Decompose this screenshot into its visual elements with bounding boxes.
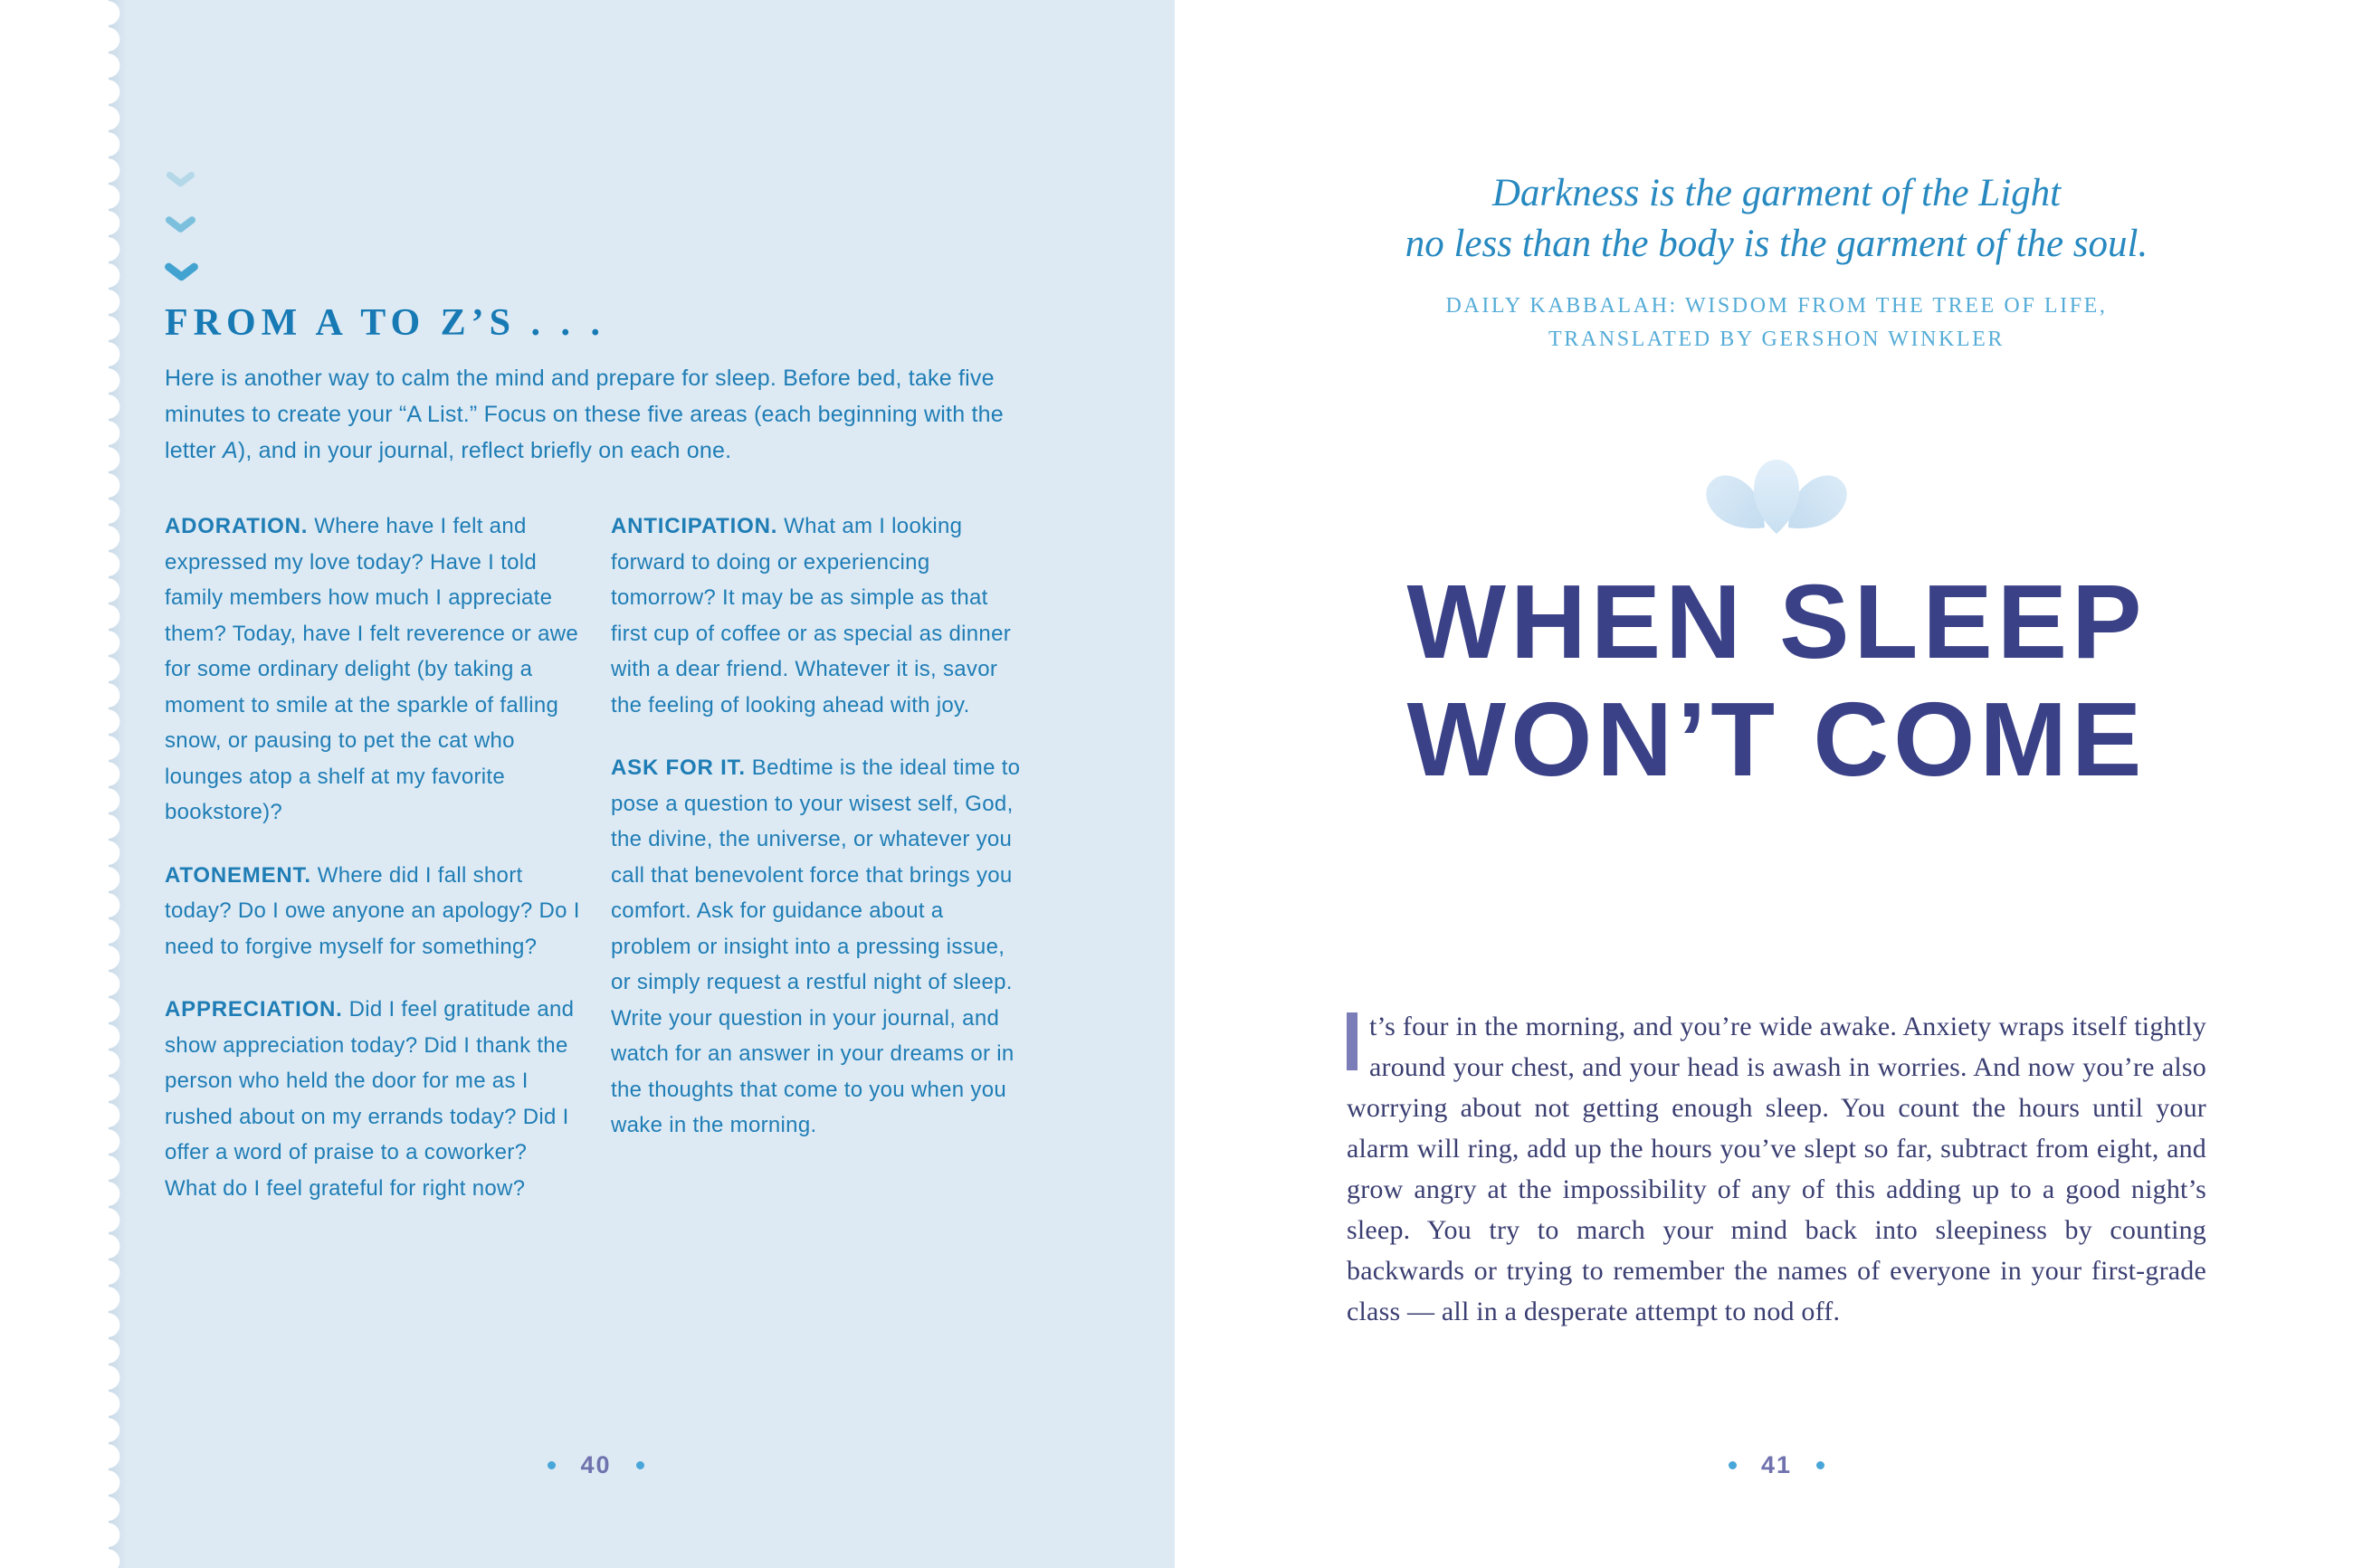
list-term: APPRECIATION. bbox=[165, 997, 343, 1022]
intro-italic-letter: A bbox=[222, 438, 238, 463]
list-item bbox=[165, 992, 581, 1206]
page-number-dot bbox=[1816, 1461, 1824, 1469]
drop-cap-letter-i bbox=[1347, 1012, 1358, 1070]
list-item bbox=[165, 508, 581, 831]
deckle-edge bbox=[0, 0, 109, 1568]
chapter-title-line: WON’T COME bbox=[1406, 680, 2147, 798]
list-term: ASK FOR IT. bbox=[611, 755, 746, 780]
list-term: ATONEMENT. bbox=[165, 862, 311, 888]
intro-text: Here is another way to calm the mind and prepare for sleep. Before bed, take five minutes to create your “A List.” Focus on these five areas (each beginning with the letter bbox=[165, 366, 1004, 463]
intro-paragraph bbox=[165, 360, 1027, 469]
section-heading: FROM A TO Z’S . . . bbox=[165, 302, 606, 344]
list-item bbox=[611, 508, 1027, 723]
chapter-title-line: WHEN SLEEP bbox=[1406, 563, 2147, 680]
intro-text: ), and in your journal, reflect briefly on each one. bbox=[237, 438, 732, 463]
chapter-body-paragraph bbox=[1347, 1006, 2206, 1332]
chapter-title bbox=[1310, 563, 2243, 798]
page-number: 40 bbox=[580, 1451, 612, 1478]
page-number-right bbox=[1347, 1451, 2206, 1479]
left-page bbox=[0, 0, 1175, 1568]
chevron-down-icon bbox=[165, 214, 196, 236]
body-text: t’s four in the morning, and you’re wide awake. Anxiety wraps itself tightly around your chest, and your head is awash in worries. And now you’re also worrying about not getting enough sleep. You count the hours until your alarm will ring, add up the hours you’ve slept so far, subtract from eight, and grow angry at the impossibility of any of this adding up to a good night’s sleep. You try to march your mind back into sleepiness by counting backwards or trying to remember the names of everyone in your first-grade class — all in a desperate attempt to nod off. bbox=[1347, 1012, 2206, 1326]
chevron-down-icon bbox=[166, 170, 195, 190]
list-item bbox=[165, 858, 581, 965]
page-number-dot bbox=[548, 1461, 556, 1469]
list-item bbox=[611, 750, 1027, 1144]
list-term: ANTICIPATION. bbox=[611, 514, 778, 538]
quote-line: no less than the body is the garment of the soul. bbox=[1405, 223, 2148, 265]
list-body: Did I feel gratitude and show appreciation today? Did I thank the person who held the door for me as I rushed about on my errands today? Did I offer a word of praise to a coworker? What do I feel grateful for right now? bbox=[165, 997, 575, 1201]
attribution-line: TRANSLATED BY GERSHON WINKLER bbox=[1548, 328, 2005, 351]
quote-attribution bbox=[1347, 290, 2206, 356]
lotus-petals-icon bbox=[1347, 457, 2206, 543]
column-right bbox=[611, 508, 1027, 1233]
right-page bbox=[1175, 0, 2353, 1568]
list-term: ADORATION. bbox=[165, 514, 309, 538]
quote-line: Darkness is the garment of the Light bbox=[1491, 172, 2062, 214]
list-body: Bedtime is the ideal time to pose a question to your wisest self, God, the divine, the universe, or whatever you call that benevolent force that brings you comfort. Ask for guidance about a problem or insight into a pressing issue, or simply request a restful night of sleep. Write your question in your journal, and watch for an answer in your dreams or in the thoughts that come to you when you wake in the morning. bbox=[611, 755, 1021, 1137]
list-body: Where did I fall short today? Do I owe anyone an apology? Do I need to forgive myself for something? bbox=[165, 862, 580, 959]
epigraph-quote bbox=[1347, 168, 2206, 270]
page-number-left bbox=[165, 1451, 1027, 1479]
page-number: 41 bbox=[1760, 1451, 1793, 1478]
chevron-group bbox=[164, 170, 199, 285]
list-body: What am I looking forward to doing or experiencing tomorrow? It may be as simple as that first cup of coffee or as special as dinner with a dear friend. Whatever it is, savor the feeling of looking ahead with joy. bbox=[611, 514, 1012, 717]
page-number-dot bbox=[636, 1461, 644, 1469]
chevron-down-icon bbox=[164, 261, 199, 285]
page-number-dot bbox=[1729, 1461, 1737, 1469]
column-left bbox=[165, 508, 581, 1233]
attribution-line: DAILY KABBALAH: WISDOM FROM THE TREE OF LIFE, bbox=[1445, 294, 2108, 318]
list-body: Where have I felt and expressed my love today? Have I told family members how much I appreciate them? Today, have I felt reverence or awe for some ordinary delight (by taking a moment to smile at the sparkle of falling snow, or pausing to pet the cat who lounges atop a shelf at my favorite bookstore)? bbox=[165, 514, 578, 824]
two-column-list bbox=[165, 508, 1027, 1233]
